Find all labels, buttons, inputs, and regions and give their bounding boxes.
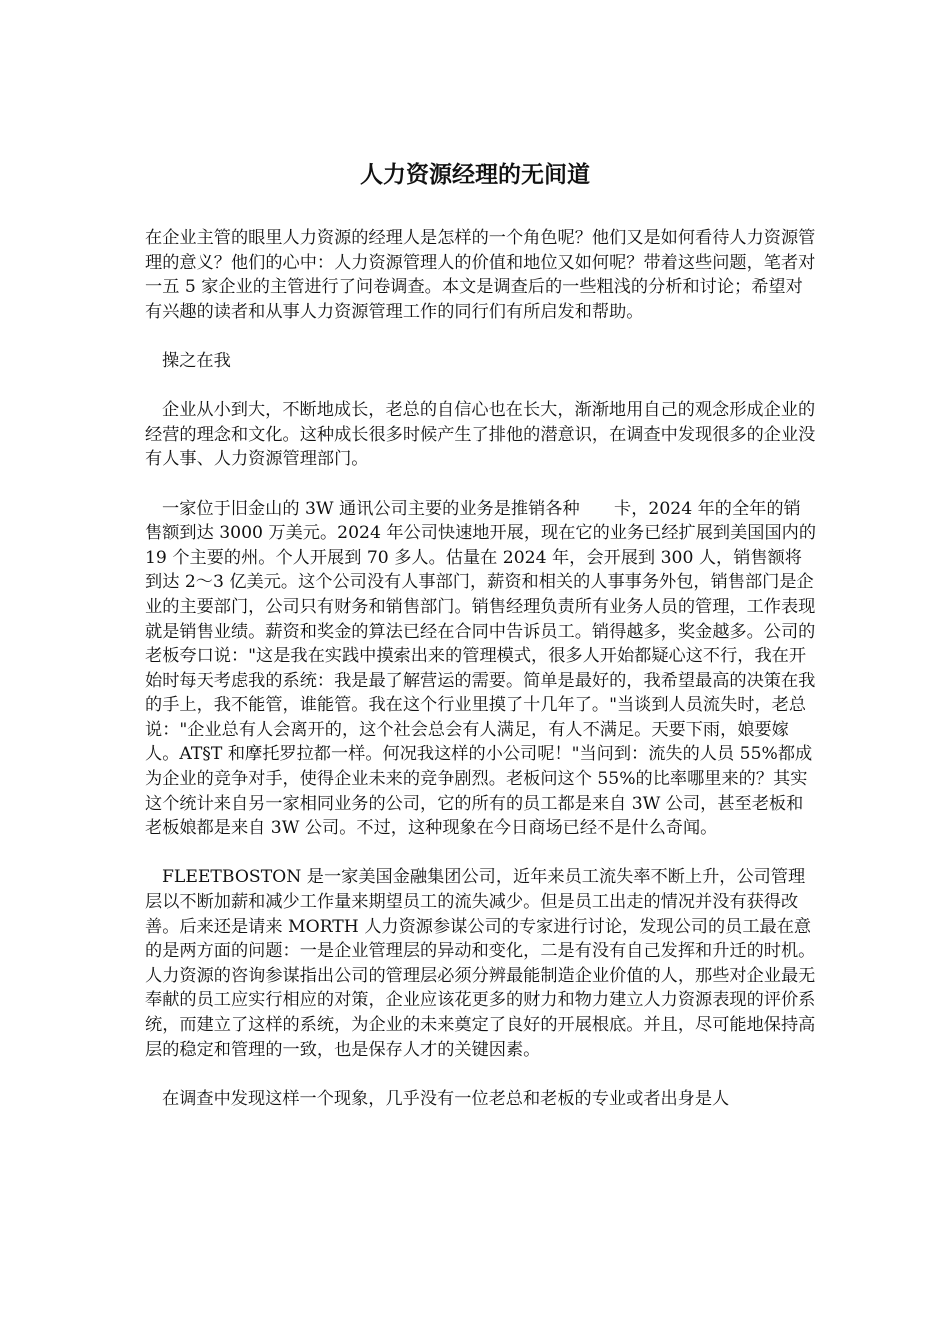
document-title: 人力资源经理的无间道 <box>360 161 590 188</box>
body-paragraph: FLEETBOSTON 是一家美国金融集团公司，近年来员工流失率不断上升，公司管理层以不断加薪和减少工作量来期望员工的流失减少。但是员工出走的情况并没有获得改善。后来还是请来 MORTH 人力资源参谋公司的专家进行讨论，发现公司的员工最在意的是两方面的问题：一是企业管理层的异动和变化，二是有没有自己发挥和升迁的时机。人力资源的咨询参谋指出公司的管理层必须分辨最能制造企业价值的人，那些对企业最无奉献的员工应实行相应的对策，企业应该花更多的财力和物力建立人力资源表现的评价系统，而建立了这样的系统，为企业的未来奠定了良好的开展根底。并且，尽可能地保持高层的稳定和管理的一致，也是保存人才的关键因素。 <box>145 867 816 1060</box>
body-paragraph: 企业从小到大，不断地成长，老总的自信心也在长大，渐渐地用自己的观念形成企业的经营的理念和文化。这种成长很多时候产生了排他的潜意识，在调查中发现很多的企业没有人事、人力资源管理部门。 <box>145 400 816 470</box>
body-paragraph: 在调查中发现这样一个现象，几乎没有一位老总和老板的专业或者出身是人 <box>162 1088 730 1109</box>
document-body <box>145 226 817 1136</box>
intro-paragraph: 在企业主管的眼里人力资源的经理人是怎样的一个角色呢？他们又是如何看待人力资源管理的意义？他们的心中：人力资源管理人的价值和地位又如何呢？带着这些问题，笔者对一五 5 家企业的主管进行了问卷调查。本文是调查后的一些粗浅的分析和讨论；希望对有兴趣的读者和从事人力资源管理工作的同行们有所启发和帮助。 <box>145 228 816 322</box>
body-paragraph: 一家位于旧金山的 3W 通讯公司主要的业务是推销各种 卡，2024 年的全年的销售额到达 3000 万美元。2024 年公司快速地开展，现在它的业务已经扩展到美国国内的 19 个主要的州。个人开展到 70 多人。估量在 2024 年，会开展到 300 人，销售额将到达 2～3 亿美元。这个公司没有人事部门，薪资和相关的人事事务外包，销售部门是企业的主要部门，公司只有财务和销售部门。销售经理负责所有业务人员的管理，工作表现就是销售业绩。薪资和奖金的算法已经在合同中告诉员工。销得越多，奖金越多。公司的老板夸口说："这是我在实践中摸索出来的管理模式，很多人开始都疑心这不行，我在开始时每天考虑我的系统：我是最了解营运的需要。简单是最好的，我希望最高的决策在我的手上，我不能管，谁能管。我在这个行业里摸了十几年了。"当谈到人员流失时，老总说："企业总有人会离开的，这个社会总会有人满足，有人不满足。天要下雨，娘要嫁人。AT§T 和摩托罗拉都一样。何况我这样的小公司呢！"当问到：流失的人员 55%都成为企业的竞争对手，使得企业未来的竞争剧烈。老板问这个 55%的比率哪里来的？其实这个统计来自另一家相同业务的公司，它的所有的员工都是来自 3W 公司，甚至老板和老板娘都是来自 3W 公司。不过，这种现象在今日商场已经不是什么奇闻。 <box>145 498 817 839</box>
section-heading: 操之在我 <box>162 350 231 371</box>
